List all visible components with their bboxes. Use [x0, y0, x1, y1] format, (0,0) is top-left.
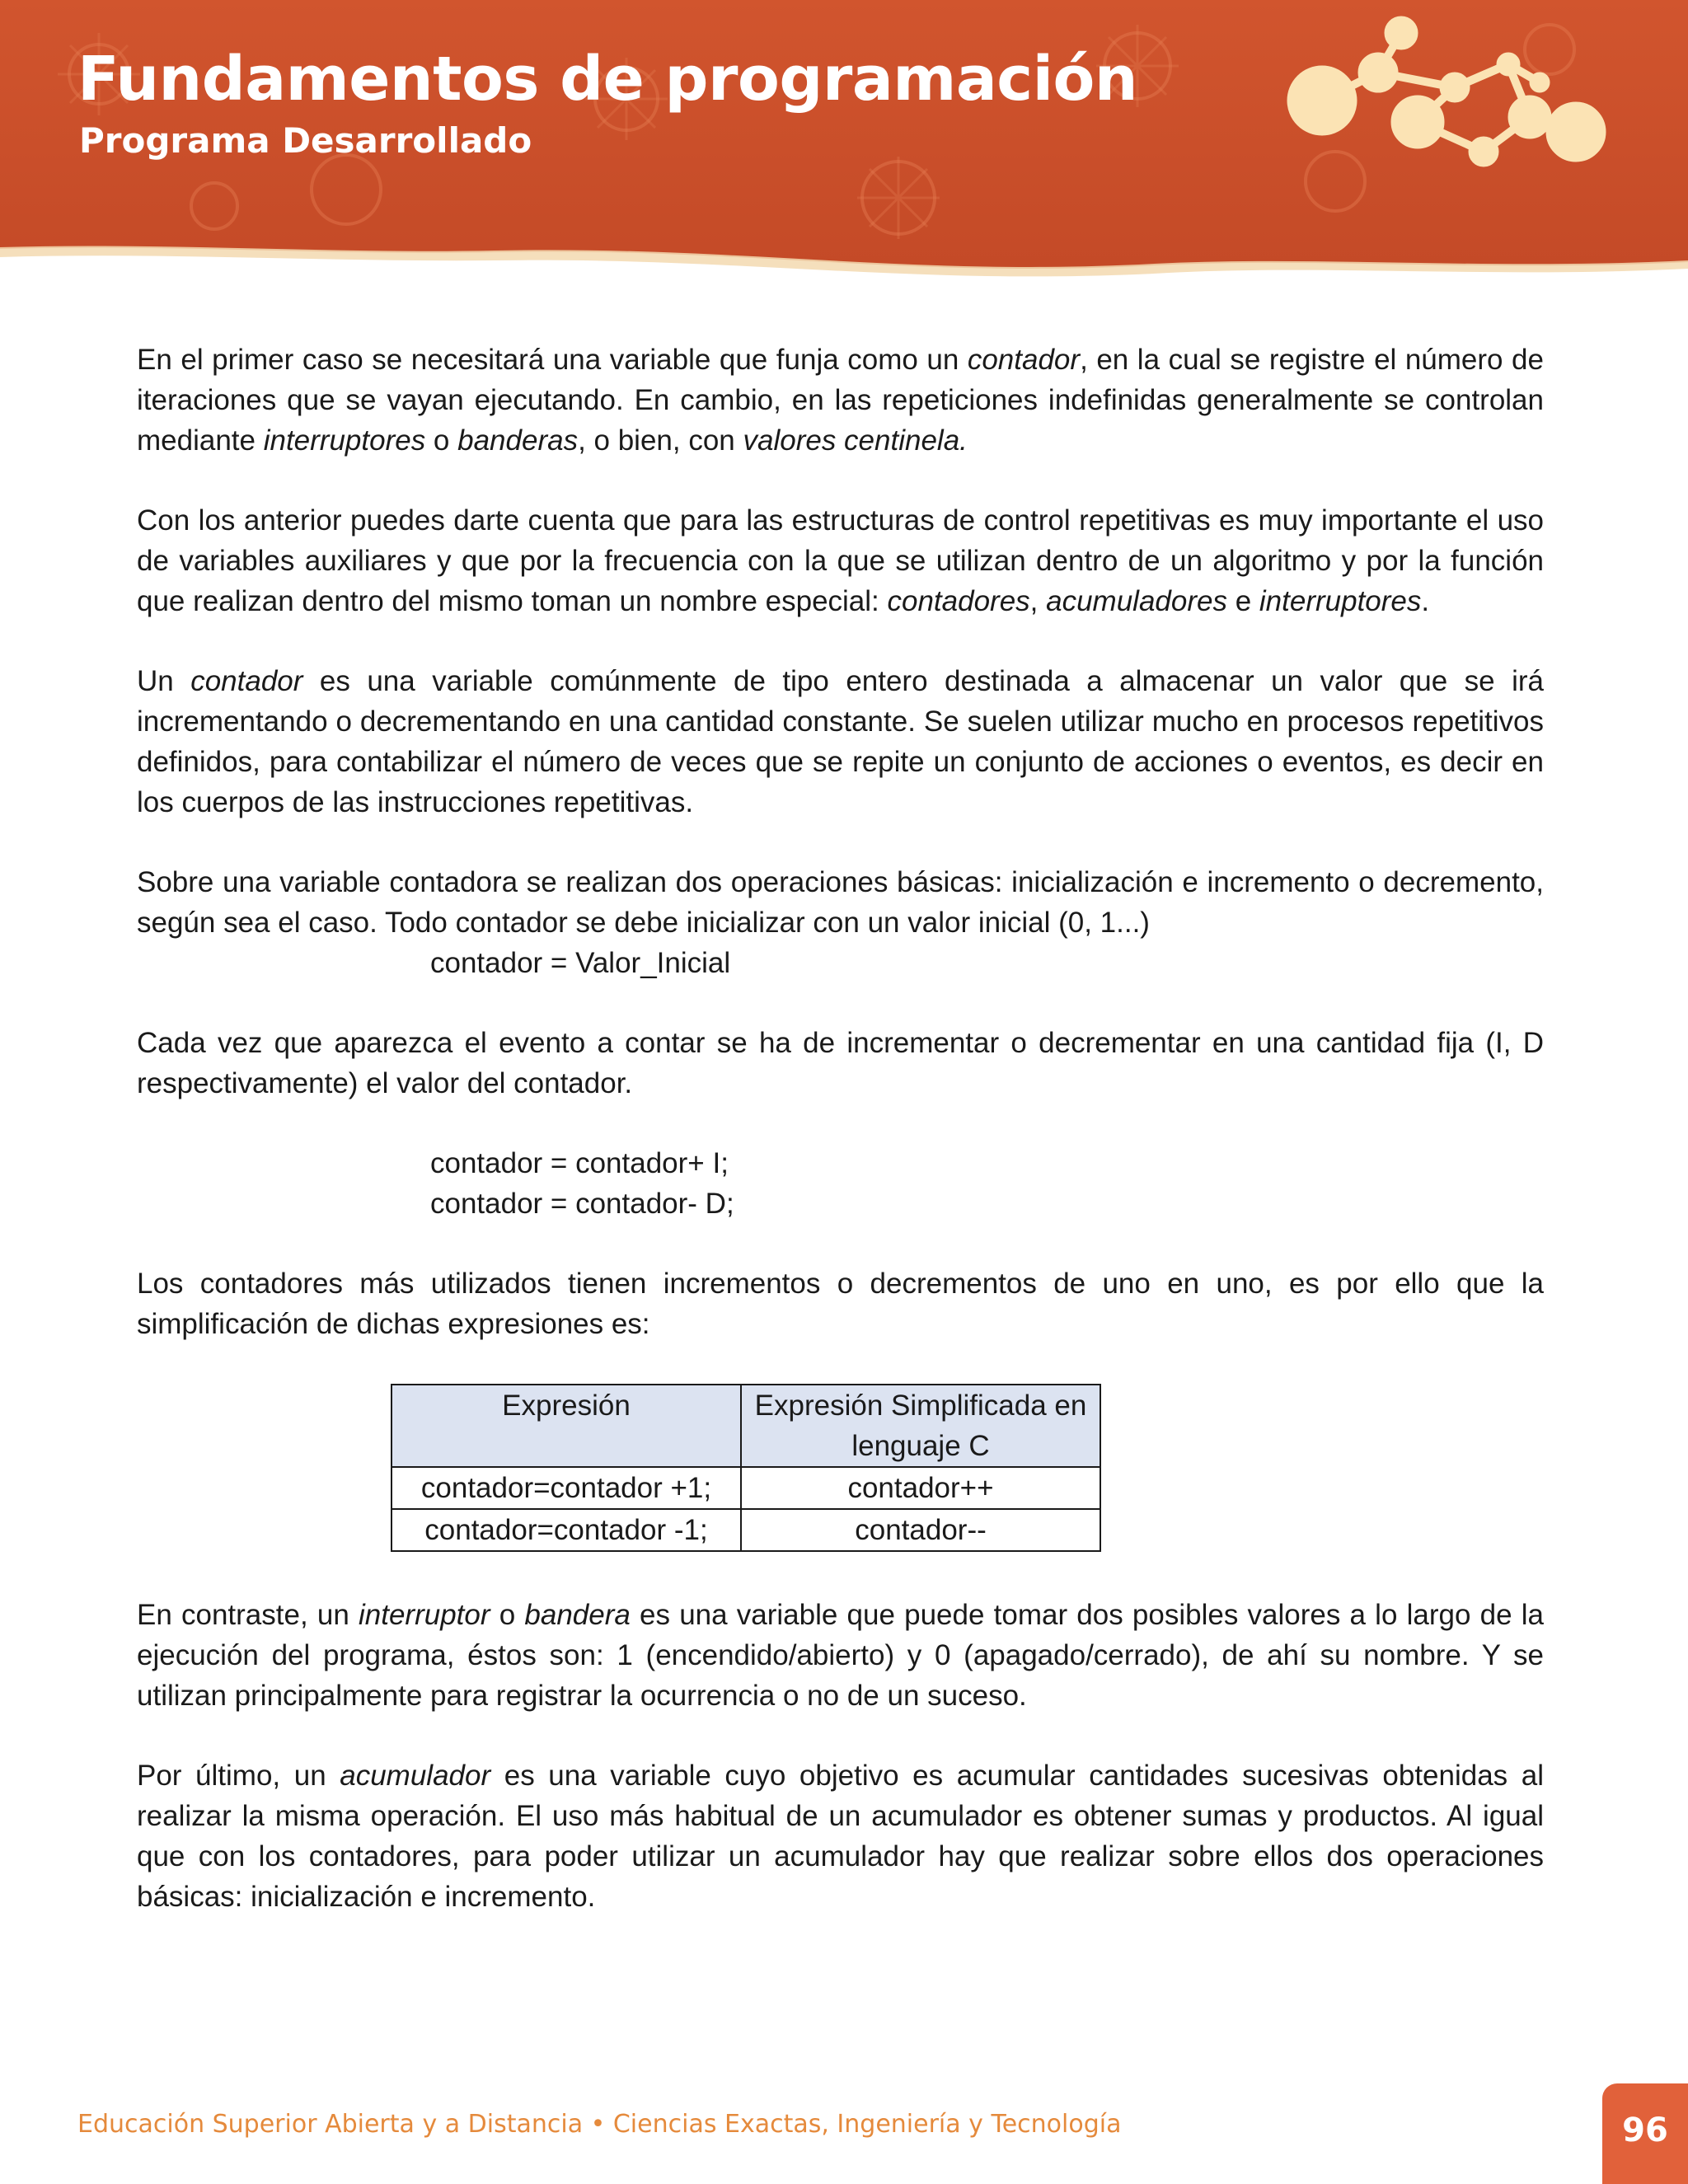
footer-text: Educación Superior Abierta y a Distancia • Ciencias Exactas, Ingeniería y Tecnología: [77, 2110, 1122, 2139]
page-subtitle: Programa Desarrollado: [79, 120, 532, 161]
document-body: [137, 340, 1544, 1957]
table-header-cell: Expresión Simplificada en lenguaje C: [741, 1385, 1100, 1467]
table-cell: contador--: [741, 1509, 1100, 1551]
expression-table: [391, 1384, 1101, 1552]
code-initialization: contador = Valor_Inicial: [430, 947, 731, 979]
table-header-row: [392, 1385, 1100, 1467]
table-cell: contador=contador +1;: [392, 1467, 741, 1509]
table-row: [392, 1467, 1100, 1509]
code-increment: contador = contador+ I;: [430, 1147, 729, 1179]
code-block-increment: [137, 1143, 1544, 1224]
table-cell: contador++: [741, 1467, 1100, 1509]
paragraph-6: Los contadores más utilizados tienen incrementos o decrementos de uno en uno, es por ello que la simplificación de dichas expresiones es:: [137, 1268, 1544, 1340]
paragraph-1: En el primer caso se necesitará una variable que funja como un contador, en la cual se registre el número de iteraciones que se vayan ejecutando. En cambio, en las repeticiones indefinidas generalmente se controlan mediante interruptores o banderas, o bien, con valores centinela.: [137, 344, 1544, 457]
paragraph-4: Sobre una variable contadora se realizan dos operaciones básicas: inicialización e incremento o decremento, según sea el caso. Todo contador se debe inicializar con un valor inicial (0, 1...): [137, 866, 1544, 939]
paragraph-8: Por último, un acumulador es una variable cuyo objetivo es acumular cantidades sucesivas obtenidas al realizar la misma operación. El uso más habitual de un acumulador es obtener sumas y productos. Al igual que con los contadores, para poder utilizar un acumulador hay que realizar sobre ellos dos operaciones básicas: inicialización e incremento.: [137, 1760, 1545, 1913]
page-number: 96: [1622, 2111, 1668, 2149]
page-title: Fundamentos de programación: [77, 44, 1138, 115]
table-row: [392, 1509, 1100, 1551]
paragraph-3: Un contador es una variable comúnmente de tipo entero destinada a almacenar un valor que se irá incrementando o decrementando en una cantidad constante. Se suelen utilizar mucho en procesos repetitivos definidos, para contabilizar el número de veces que se repite un conjunto de acciones o eventos, es decir en los cuerpos de las instrucciones repetitivas.: [137, 665, 1544, 818]
paragraph-2: Con los anterior puedes darte cuenta que para las estructuras de control repetitivas es muy importante el uso de variables auxiliares y que por la frecuencia con la que se utilizan dentro de un algoritmo y por la función que realizan dentro del mismo toman un nombre especial: contadores, acumuladores e interruptores.: [137, 504, 1544, 617]
table-cell: contador=contador -1;: [392, 1509, 741, 1551]
code-decrement: contador = contador- D;: [430, 1188, 734, 1220]
paragraph-5: Cada vez que aparezca el evento a contar se ha de incrementar o decrementar en una cantidad fija (I, D respectivamente) el valor del contador.: [137, 1027, 1544, 1099]
paragraph-7: En contraste, un interruptor o bandera es una variable que puede tomar dos posibles valores a lo largo de la ejecución del programa, éstos son: 1 (encendido/abierto) y 0 (apagado/cerrado), de ahí su nombre. Y se utilizan principalmente para registrar la ocurrencia o no de un suceso.: [137, 1599, 1544, 1712]
table-header-cell: Expresión: [392, 1385, 741, 1467]
